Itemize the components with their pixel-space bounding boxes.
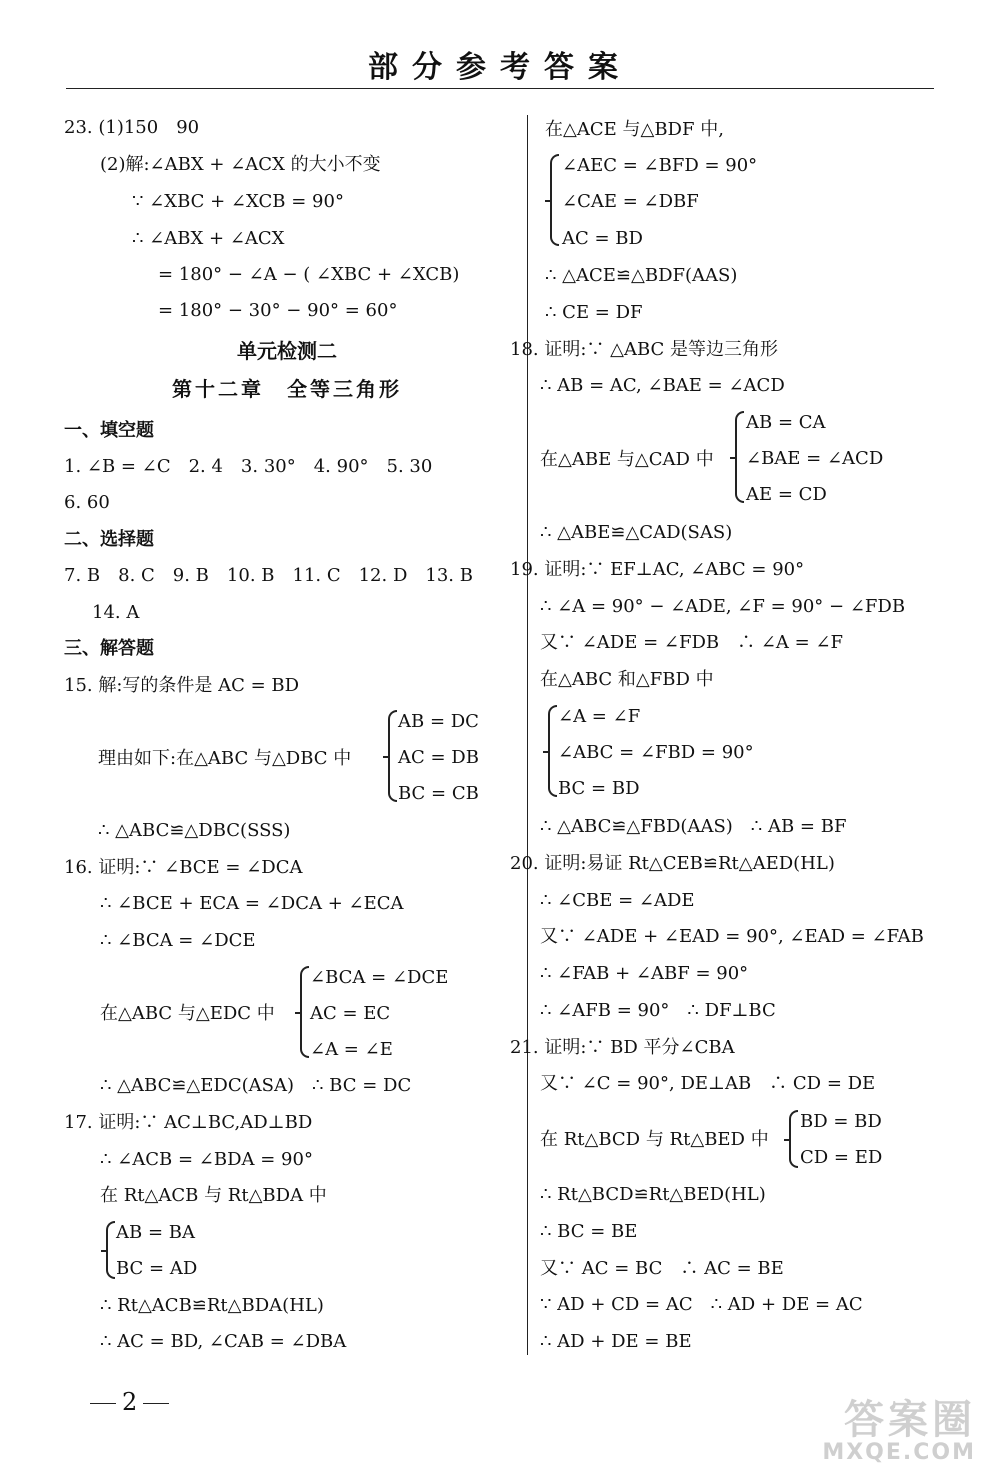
page-number-text: 2 [122, 1388, 138, 1416]
page-number [84, 1388, 175, 1416]
dash-left [90, 1403, 116, 1404]
condition-line: ∠ABC = ∠FBD = 90° [558, 742, 754, 763]
answer-line: ∴ ∠ABX + ∠ACX [132, 228, 285, 249]
answer-line: 16. 证明:∵ ∠BCE = ∠DCA [64, 857, 303, 878]
answer-line: ∴ AC = BD, ∠CAB = ∠DBA [100, 1331, 347, 1352]
answer-line: ∴ △ABC≌△FBD(AAS) ∴ AB = BF [540, 816, 847, 837]
answer-line: 在△ABC 与△EDC 中 [100, 1003, 275, 1024]
title-rule [66, 88, 934, 89]
answer-line: 14. A [92, 602, 140, 623]
answer-line: 23. (1)150 90 [64, 117, 200, 138]
section-heading: 三、解答题 [64, 638, 154, 659]
condition-line: CD = ED [800, 1147, 883, 1168]
condition-line: BC = BD [558, 778, 640, 799]
answer-line: ∴ ∠BCA = ∠DCE [100, 930, 256, 951]
answer-line: 又∵ ∠ADE + ∠EAD = 90°, ∠EAD = ∠FAB [540, 926, 924, 947]
condition-line: BC = AD [116, 1258, 198, 1279]
answer-line: ∴ ∠AFB = 90° ∴ DF⊥BC [540, 1000, 776, 1021]
answer-line: 在△ACE 与△BDF 中, [545, 119, 724, 140]
condition-line: AC = EC [310, 1003, 391, 1024]
brace [300, 966, 309, 1058]
answer-line: ∴ ∠ACB = ∠BDA = 90° [100, 1149, 313, 1170]
brace [388, 710, 397, 802]
brace [548, 705, 557, 797]
answer-line: 21. 证明:∵ BD 平分∠CBA [510, 1037, 735, 1058]
condition-line: AB = BA [116, 1222, 195, 1243]
answer-line: 理由如下:在△ABC 与△DBC 中 [98, 748, 352, 769]
column-divider [527, 115, 528, 1355]
answer-line: 在 Rt△ACB 与 Rt△BDA 中 [100, 1185, 327, 1206]
page-title: 部分参考答案 [368, 50, 632, 85]
condition-line: AC = BD [562, 228, 643, 249]
condition-line: AE = CD [746, 484, 827, 505]
condition-line: ∠BCA = ∠DCE [310, 967, 449, 988]
answer-line: 20. 证明:易证 Rt△CEB≌Rt△AED(HL) [510, 853, 835, 874]
answer-line: ∴ ∠BCE + ECA = ∠DCA + ∠ECA [100, 893, 404, 914]
answer-line: 1. ∠B = ∠C 2. 4 3. 30° 4. 90° 5. 30 [64, 456, 433, 477]
condition-line: AB = DC [398, 711, 479, 732]
brace [789, 1110, 798, 1168]
condition-line: ∠BAE = ∠ACD [746, 448, 884, 469]
answer-line: ∴ CE = DF [545, 302, 643, 323]
answer-line: ∵ ∠XBC + ∠XCB = 90° [132, 191, 344, 212]
answer-line: ∴ Rt△ACB≌Rt△BDA(HL) [100, 1295, 324, 1316]
answer-line: ∵ AD + CD = AC ∴ AD + DE = AC [540, 1294, 863, 1315]
watermark-line1: 答案圈 [844, 1397, 976, 1443]
answer-line: 在△ABC 和△FBD 中 [540, 669, 714, 690]
unit-title: 单元检测二 [237, 339, 337, 363]
answer-line: 6. 60 [64, 492, 110, 513]
condition-line: BC = CB [398, 783, 479, 804]
answer-line: ∴ ∠FAB + ∠ABF = 90° [540, 963, 749, 984]
answer-line: ∴ △ACE≌△BDF(AAS) [545, 265, 738, 286]
answer-line: ∴ ∠CBE = ∠ADE [540, 890, 695, 911]
condition-line: AC = DB [398, 747, 479, 768]
answer-line: ∴ △ABC≌△DBC(SSS) [98, 820, 291, 841]
answer-line: ∴ △ABC≌△EDC(ASA) ∴ BC = DC [100, 1075, 412, 1096]
answer-line: 又∵ ∠ADE = ∠FDB ∴ ∠A = ∠F [540, 632, 844, 653]
watermark [736, 1397, 976, 1465]
answer-line: 17. 证明:∵ AC⊥BC,AD⊥BD [64, 1112, 313, 1133]
answer-line: = 180° − ∠A − ( ∠XBC + ∠XCB) [158, 264, 460, 285]
section-heading: 二、选择题 [64, 529, 154, 550]
answer-line: 在 Rt△BCD 与 Rt△BED 中 [540, 1129, 769, 1150]
answer-line: ∴ △ABE≌△CAD(SAS) [540, 522, 733, 543]
answer-line: 又∵ AC = BC ∴ AC = BE [540, 1258, 784, 1279]
condition-line: ∠CAE = ∠DBF [562, 191, 699, 212]
brace [106, 1221, 115, 1279]
brace [550, 154, 559, 246]
answer-line: 19. 证明:∵ EF⊥AC, ∠ABC = 90° [510, 559, 805, 580]
watermark-line2: MXQE.COM [822, 1440, 976, 1465]
section-heading: 一、填空题 [64, 420, 154, 441]
answer-line: 18. 证明:∵ △ABC 是等边三角形 [510, 339, 779, 360]
answer-line: ∴ BC = BE [540, 1221, 638, 1242]
condition-line: ∠A = ∠F [558, 706, 641, 727]
answer-line: ∴ AB = AC, ∠BAE = ∠ACD [540, 375, 785, 396]
condition-line: AB = CA [746, 412, 826, 433]
answer-line: 又∵ ∠C = 90°, DE⊥AB ∴ CD = DE [540, 1073, 876, 1094]
condition-line: BD = BD [800, 1111, 882, 1132]
answer-line: ∴ AD + DE = BE [540, 1331, 692, 1352]
answer-line: ∴ ∠A = 90° − ∠ADE, ∠F = 90° − ∠FDB [540, 596, 906, 617]
answer-line: 在△ABE 与△CAD 中 [540, 449, 714, 470]
answer-line: 15. 解:写的条件是 AC = BD [64, 675, 300, 696]
chapter-title: 第十二章 全等三角形 [172, 377, 402, 401]
answer-line: 7. B 8. C 9. B 10. B 11. C 12. D 13. B [64, 565, 473, 586]
answer-line: (2)解:∠ABX + ∠ACX 的大小不变 [100, 154, 381, 175]
answer-line: ∴ Rt△BCD≌Rt△BED(HL) [540, 1184, 766, 1205]
condition-line: ∠AEC = ∠BFD = 90° [562, 155, 758, 176]
answer-line: = 180° − 30° − 90° = 60° [158, 300, 398, 321]
brace [735, 411, 744, 503]
condition-line: ∠A = ∠E [310, 1039, 393, 1060]
dash-right [143, 1403, 169, 1404]
